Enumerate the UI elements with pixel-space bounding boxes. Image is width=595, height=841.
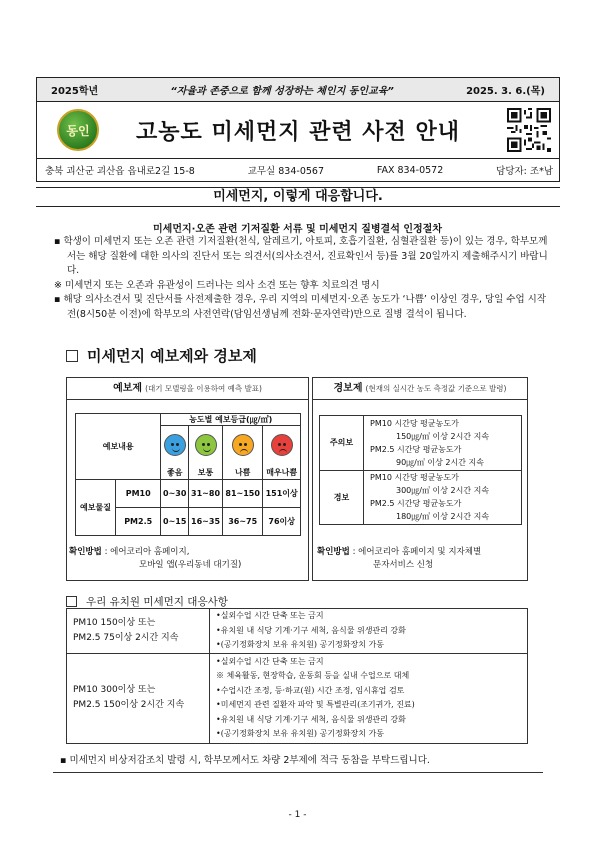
- school-logo: [57, 109, 99, 151]
- warning-method: [317, 546, 481, 572]
- logo-text: 동인: [66, 123, 90, 138]
- response-actions: [210, 653, 528, 743]
- desc-line: 90㎍/㎥ 이상 2시간 지속: [396, 457, 484, 467]
- checkbox-square-icon: [66, 596, 77, 607]
- grade-value: 76이상: [263, 508, 301, 536]
- section1-title: 미세먼지·오존 관련 기저질환 서류 및 미세먼지 질병결석 인정절차: [153, 224, 442, 235]
- forecast-label: 예보제: [113, 383, 143, 394]
- row-label-content: 예보내용: [76, 414, 161, 480]
- grade-value: 0~30: [161, 480, 189, 508]
- letterhead-contact-row: [37, 159, 559, 181]
- substance-name: PM10: [116, 480, 161, 508]
- action-line: •실외수업 시간 단축 또는 금지: [216, 656, 324, 666]
- desc-line: 180㎍/㎥ 이상 2시간 지속: [396, 512, 490, 522]
- face-cell: [223, 426, 263, 466]
- row-label-substance: 예보물질: [76, 480, 116, 536]
- letterhead-title-row: [37, 102, 559, 159]
- grade-value: 36~75: [223, 508, 263, 536]
- action-line: •(공기정화장치 보유 유치원) 공기정화장치 가동: [216, 729, 384, 738]
- page-title: 고농도 미세먼지 관련 사전 안내: [136, 119, 460, 145]
- normal-face-icon: [195, 434, 217, 456]
- grade-value: 0~15: [161, 508, 189, 536]
- checkbox-square-icon: [66, 350, 78, 362]
- forecast-note: (대기 모델링을 이용하여 예측 발표): [145, 384, 262, 393]
- grade-value: 31~80: [189, 480, 223, 508]
- response-table: [66, 608, 528, 744]
- forecast-panel-header: [67, 378, 308, 400]
- action-line: •미세먼지 관련 질환자 파악 및 특별관리(조기귀가, 진료): [216, 700, 415, 709]
- warning-level-desc: [364, 470, 522, 525]
- warning-note: (현재의 실시간 농도 측정값 기준으로 발령): [365, 384, 507, 393]
- warning-level-desc: [364, 416, 522, 471]
- grade-value: 81~150: [223, 480, 263, 508]
- action-line: •수업시간 조정, 등·하교(원) 시간 조정, 임시휴업 검토: [216, 685, 405, 695]
- face-cell: [263, 426, 301, 466]
- forecast-method: [69, 546, 241, 572]
- desc-line: PM10 시간당 평균농도가: [370, 418, 459, 428]
- forecast-table: [75, 413, 301, 536]
- school-address: 충북 괴산군 괴산읍 읍내로2길 15-8: [45, 166, 195, 177]
- warning-level-name: 주의보: [320, 416, 364, 471]
- bad-face-icon: [232, 434, 254, 456]
- warning-label: 경보제: [333, 383, 363, 394]
- warning-table: [319, 415, 522, 525]
- grade-value: 16~35: [189, 508, 223, 536]
- action-line: ※ 체육활동, 현장학습, 운동회 등을 실내 수업으로 대체: [216, 671, 410, 680]
- method-text: : 에어코리아 홈페이지 및 지자체별: [352, 547, 482, 557]
- letterhead-top-row: [37, 78, 559, 102]
- section1-item: ※ 미세먼지 또는 오존과 유관성이 드러나는 의사 소견 또는 향후 치료의견 명시: [54, 279, 380, 291]
- school-year: 2025학년: [51, 86, 99, 97]
- warning-panel-header: [313, 378, 527, 400]
- good-face-icon: [164, 434, 186, 456]
- contact-person: 담당자: 조*남: [496, 166, 553, 177]
- school-phone: 교무실 834-0567: [247, 166, 324, 177]
- section1-body: [54, 235, 554, 322]
- section2-heading: [66, 345, 257, 366]
- section3-heading: [66, 594, 228, 609]
- method-text-2: 문자서비스 신청: [373, 560, 434, 570]
- action-line: •(공기정화장치 보유 유치원) 공기정화장치 가동: [216, 640, 384, 649]
- qr-code-icon: [507, 108, 551, 152]
- condition-line: PM2.5 75이상 2시간 지속: [73, 632, 179, 643]
- desc-line: PM2.5 시간당 평균농도가: [370, 499, 462, 509]
- action-line: •유치원 내 식당 기계·기구 세척, 음식물 위생관리 강화: [216, 714, 406, 724]
- page-number: - 1 -: [288, 810, 307, 820]
- warning-level-name: 경보: [320, 470, 364, 525]
- action-line: •실외수업 시간 단축 또는 금지: [216, 611, 324, 620]
- action-line: •유치원 내 식당 기계·기구 세척, 음식물 위생관리 강화: [216, 625, 406, 635]
- desc-line: 300㎍/㎥ 이상 2시간 지속: [396, 486, 490, 496]
- section2-title: 미세먼지 예보제와 경보제: [87, 347, 257, 365]
- section1-item: ▪ 해당 의사소견서 및 진단서를 사전제출한 경우, 우리 지역의 미세먼지·오존 농도가 ‘나쁨’ 이상인 경우, 당일 수업 시작 전(8시50분 이전)에 학부모의 사전연락(담임선생님께 전화·문자연락)만으로 질병 결석이 됩니다.: [54, 294, 546, 320]
- desc-line: PM2.5 시간당 평균농도가: [370, 444, 462, 454]
- grade-value: 151이상: [263, 480, 301, 508]
- substance-name: PM2.5: [116, 508, 161, 536]
- grade-label: 좋음: [161, 466, 189, 480]
- very-bad-face-icon: [271, 434, 293, 456]
- issue-date: 2025. 3. 6.(목): [466, 86, 545, 97]
- school-motto: “자율과 존중으로 함께 성장하는 체인지 동인교육”: [170, 86, 394, 97]
- condition-line: PM2.5 150이상 2시간 지속: [73, 700, 185, 710]
- grade-label: 매우나쁨: [263, 466, 301, 480]
- desc-line: 150㎍/㎥ 이상 2시간 지속: [396, 431, 490, 441]
- divider: [53, 772, 543, 773]
- method-label: 확인방법: [317, 547, 350, 557]
- grade-header: 농도별 예보등급(㎍/㎥): [161, 414, 301, 426]
- face-cell: [161, 426, 189, 466]
- section3-title: 우리 유치원 미세먼지 대응사항: [86, 596, 228, 608]
- face-cell: [189, 426, 223, 466]
- desc-line: PM10 시간당 평균농도가: [370, 473, 459, 483]
- letterhead: [36, 77, 560, 182]
- method-label: 확인방법: [69, 547, 102, 557]
- response-condition: [67, 653, 210, 743]
- school-fax: FAX 834-0572: [376, 164, 444, 176]
- condition-line: PM10 150이상 또는: [73, 617, 156, 628]
- footer-note: ▪ 미세먼지 비상저감조치 발령 시, 학부모께서도 차량 2부제에 적극 동참을 부탁드립니다.: [60, 755, 430, 766]
- condition-line: PM10 300이상 또는: [73, 685, 156, 695]
- response-actions: [210, 609, 528, 654]
- grade-label: 보통: [189, 466, 223, 480]
- method-text-2: 모바일 앱(우리동네 대기질): [139, 560, 242, 570]
- response-condition: [67, 609, 210, 654]
- section-banner: 미세먼지, 이렇게 대응합니다.: [36, 187, 560, 207]
- grade-label: 나쁨: [223, 466, 263, 480]
- section1-item: ▪ 학생이 미세먼지 또는 오존 관련 기저질환(천식, 알레르기, 아토피, 호흡기질환, 심혈관질환 등)이 있는 경우, 학부모께서는 해당 질환에 대한 의사의 진단서 또는 의견서(의사소견서, 진료확인서 등)를 3월 20일까지 제출해주시기 바랍니다.: [54, 236, 548, 276]
- method-text: : 에어코리아 홈페이지,: [104, 547, 190, 557]
